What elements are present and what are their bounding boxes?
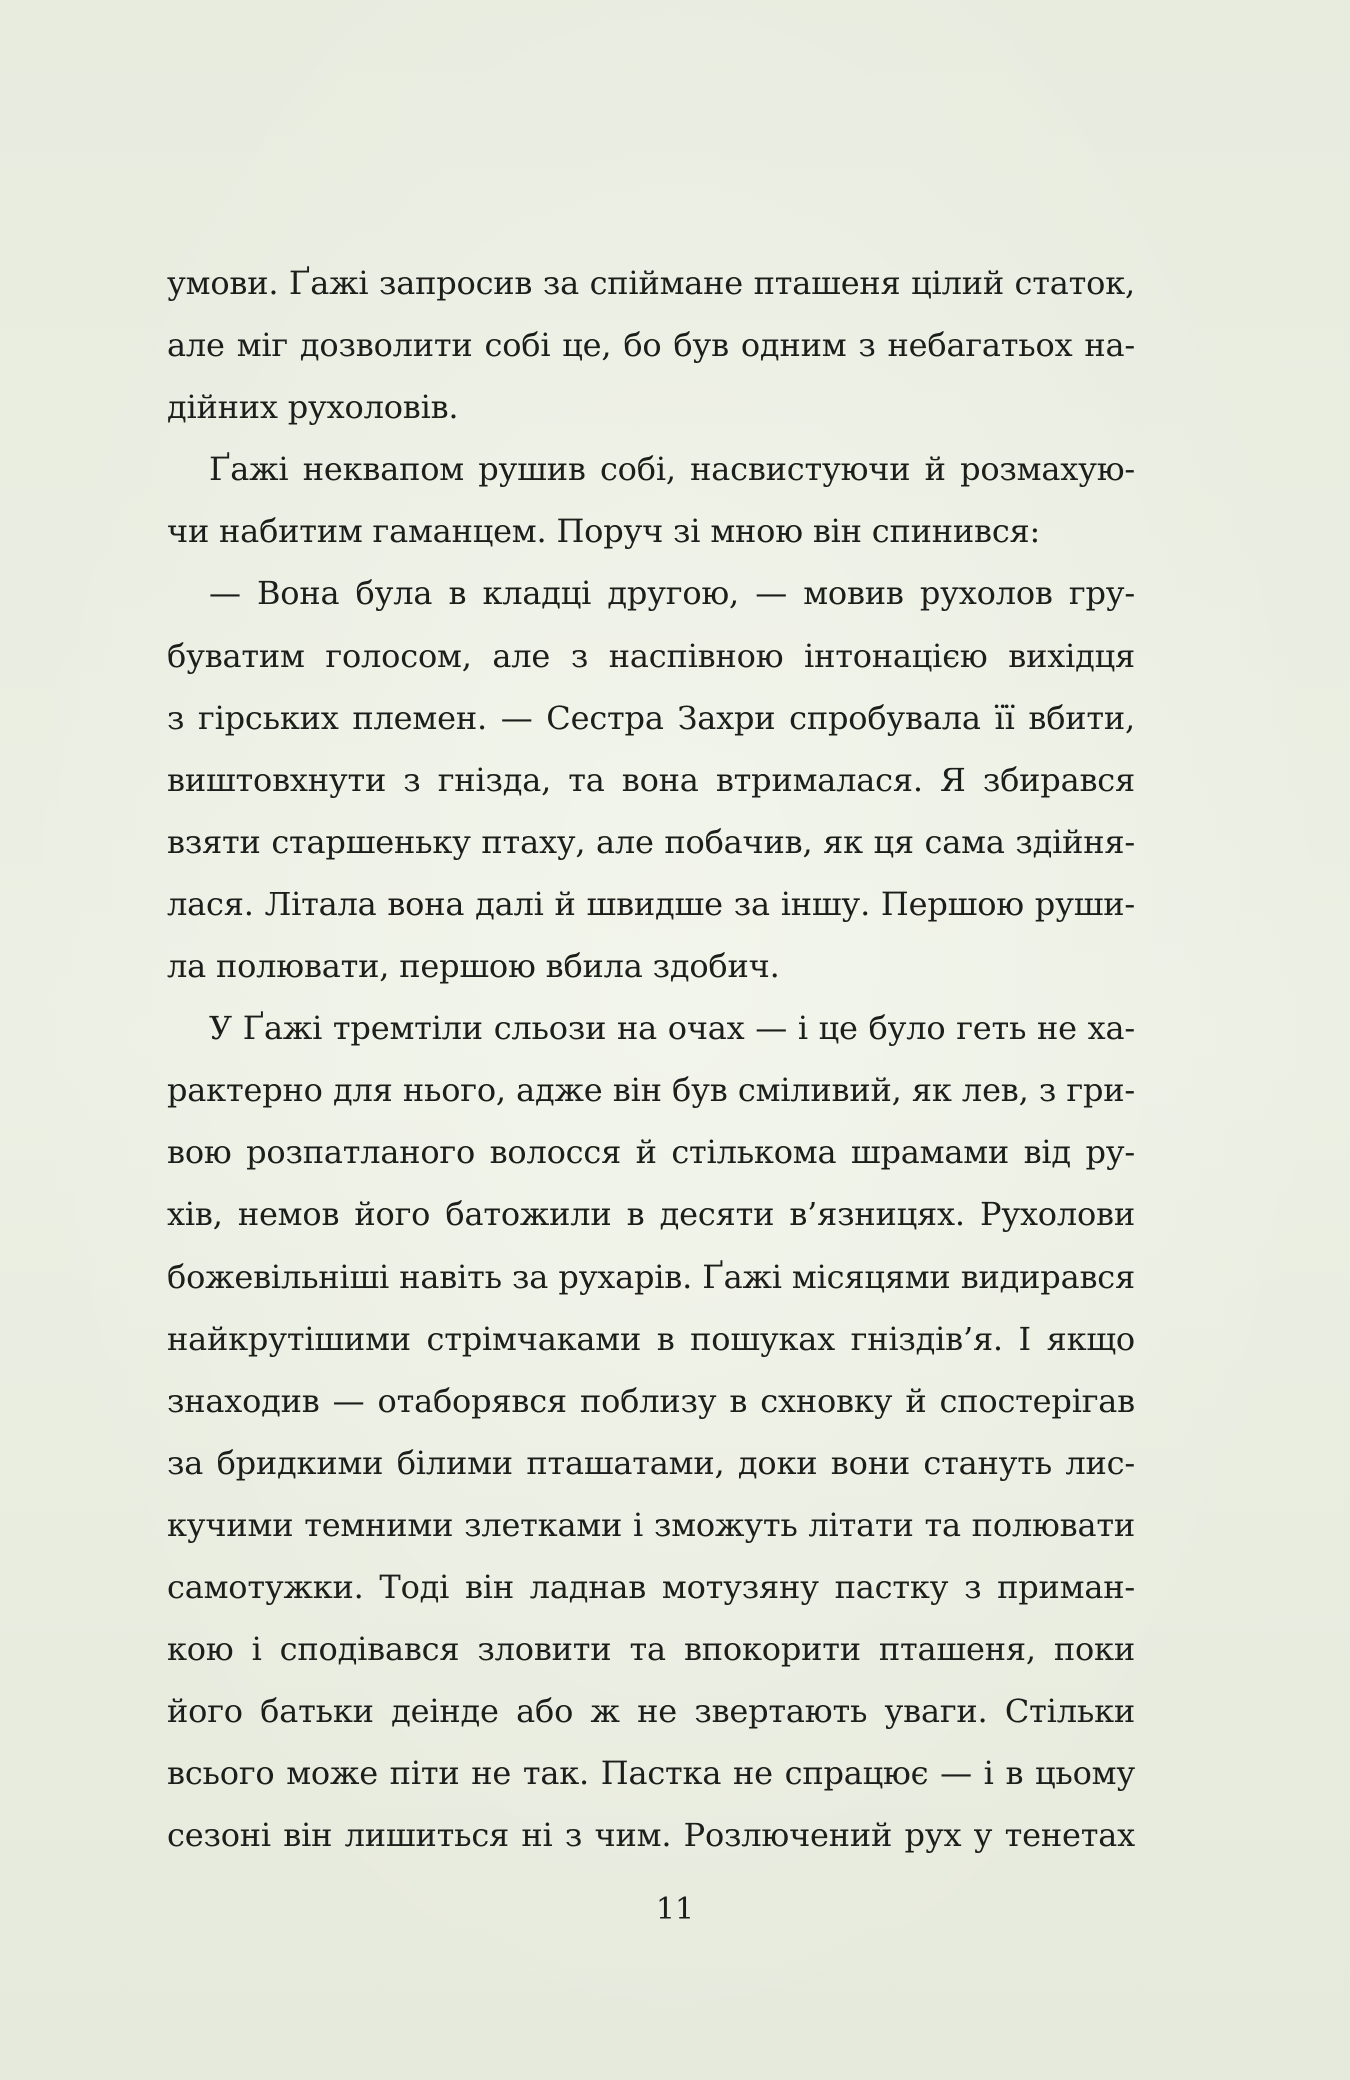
text-line: сезоні він лишиться ні з чим. Розлючений рух у тенетах [167, 1816, 1135, 1855]
text-line: але міг дозволити собі це, бо був одним з небагатьох на- [167, 326, 1135, 365]
text-line: буватим голосом, але з наспівною інтонацією вихідця [167, 636, 1135, 675]
text-line: кою і сподівався зловити та впокорити пташеня, поки [167, 1630, 1135, 1669]
text-line: божевільніші навіть за рухарів. Ґажі місяцями видирався [167, 1257, 1135, 1296]
text-line: вою розпатланого волосся й стількома шрамами від ру- [167, 1133, 1135, 1172]
paragraph-first-line: — Вона була в кладці другою, — мовив рухолов гру- [209, 574, 1135, 613]
text-line: умови. Ґажі запросив за спійманe пташеня цілий статок, [167, 264, 1135, 302]
text-line: всього може піти не так. Пастка не спрацює — і в цьому [167, 1754, 1135, 1793]
paragraph-first-line: Ґажі неквапом рушив собі, насвистуючи й розмахую- [209, 450, 1135, 489]
text-line: його батьки деінде або ж не звертають уваги. Стільки [167, 1692, 1135, 1731]
text-line: знаходив — отаборявся поблизу в схновку й спостерігав [167, 1381, 1135, 1420]
text-line: з гірських племен. — Сестра Захри спробувала її вбити, [167, 698, 1135, 737]
text-line: чи набитим гаманцем. Поруч зі мною він спинився: [167, 512, 1041, 551]
text-line: самотужки. Тоді він ладнав мотузяну пастку з приман- [167, 1567, 1135, 1606]
paragraph-first-line: У Ґажі тремтіли сльози на очах — і це було геть не ха- [209, 1009, 1135, 1048]
text-line: ла полювати, першою вбила здобич. [167, 947, 780, 986]
text-line: дійних рухоловів. [167, 388, 459, 427]
text-line: кучими темними злетками і зможуть літати та полювати [167, 1505, 1135, 1544]
text-line: за бридкими білими пташатами, доки вони стануть лис- [167, 1443, 1135, 1482]
text-line: хів, немов його батожили в десяти в’язницях. Рухолови [167, 1195, 1135, 1234]
text-line: найкрутішими стрімчаками в пошуках гніздів’я. І якщо [167, 1319, 1135, 1358]
text-line: рактерно для нього, адже він був сміливий, як лев, з гри- [167, 1071, 1135, 1110]
page-number: 11 [655, 1892, 695, 1927]
body-text [167, 252, 1135, 1866]
text-line: виштовхнути з гнізда, та вона втрималася. Я збирався [167, 760, 1135, 799]
text-line: взяти старшеньку птаху, але побачив, як ця сама здійня- [167, 822, 1135, 861]
text-line: лася. Літала вона далі й швидше за іншу. Першою руши- [167, 884, 1135, 923]
